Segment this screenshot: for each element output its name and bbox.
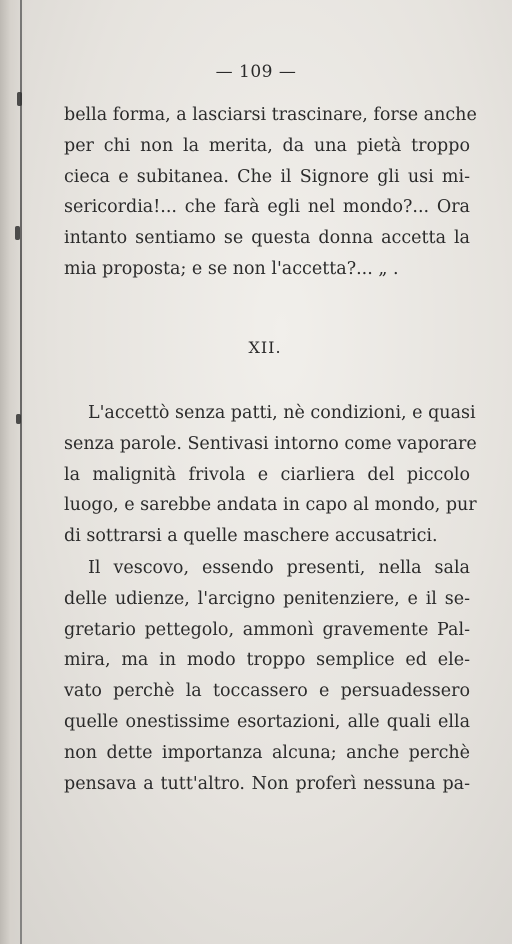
page-number: — 109 — — [215, 62, 297, 82]
paragraph-continued — [64, 100, 477, 285]
text-line: per chi non la merita, da una pietà troppo — [64, 135, 470, 156]
text-line: intanto sentiamo se questa donna accetta la — [64, 228, 470, 249]
text-line: la malignità frivola e ciarliera del piccolo — [64, 464, 470, 485]
text-line: bella forma, a lasciarsi trascinare, forse anche — [64, 105, 477, 125]
margin-mark — [15, 226, 20, 240]
text-line: mia proposta; e se non l'accetta?... „ . — [64, 258, 399, 279]
binding-shadow — [0, 0, 26, 944]
margin-mark — [17, 92, 22, 106]
binding-edge-line — [20, 0, 22, 944]
text-line: quelle onestissime esortazioni, alle quali ella — [64, 711, 470, 732]
text-line: Il vescovo, essendo presenti, nella sala — [88, 558, 470, 578]
paragraph — [64, 553, 470, 799]
text-line: senza parole. Sentivasi intorno come vaporare — [64, 433, 477, 454]
text-line: sericordia!... che farà egli nel mondo?... Ora — [64, 197, 470, 218]
text-line: luogo, e sarebbe andata in capo al mondo, pur — [64, 495, 477, 516]
text-line: vato perchè la toccassero e persuadessero — [64, 681, 470, 702]
chapter-heading: XII. — [248, 338, 282, 357]
text-line: L'accettò senza patti, nè condizioni, e quasi — [88, 403, 476, 423]
paragraph — [64, 398, 477, 552]
text-line: mira, ma in modo troppo semplice ed ele- — [64, 650, 470, 671]
text-line: gretario pettegolo, ammonì gravemente Pal- — [64, 619, 470, 640]
text-line: di sottrarsi a quelle maschere accusatrici. — [64, 526, 438, 547]
margin-mark — [16, 414, 21, 424]
text-line: non dette importanza alcuna; anche perchè — [64, 742, 470, 763]
text-line: delle udienze, l'arcigno penitenziere, e il se- — [64, 588, 470, 609]
text-line: cieca e subitanea. Che il Signore gli usi mi- — [64, 166, 470, 187]
text-line: pensava a tutt'altro. Non proferì nessuna pa- — [64, 773, 470, 794]
